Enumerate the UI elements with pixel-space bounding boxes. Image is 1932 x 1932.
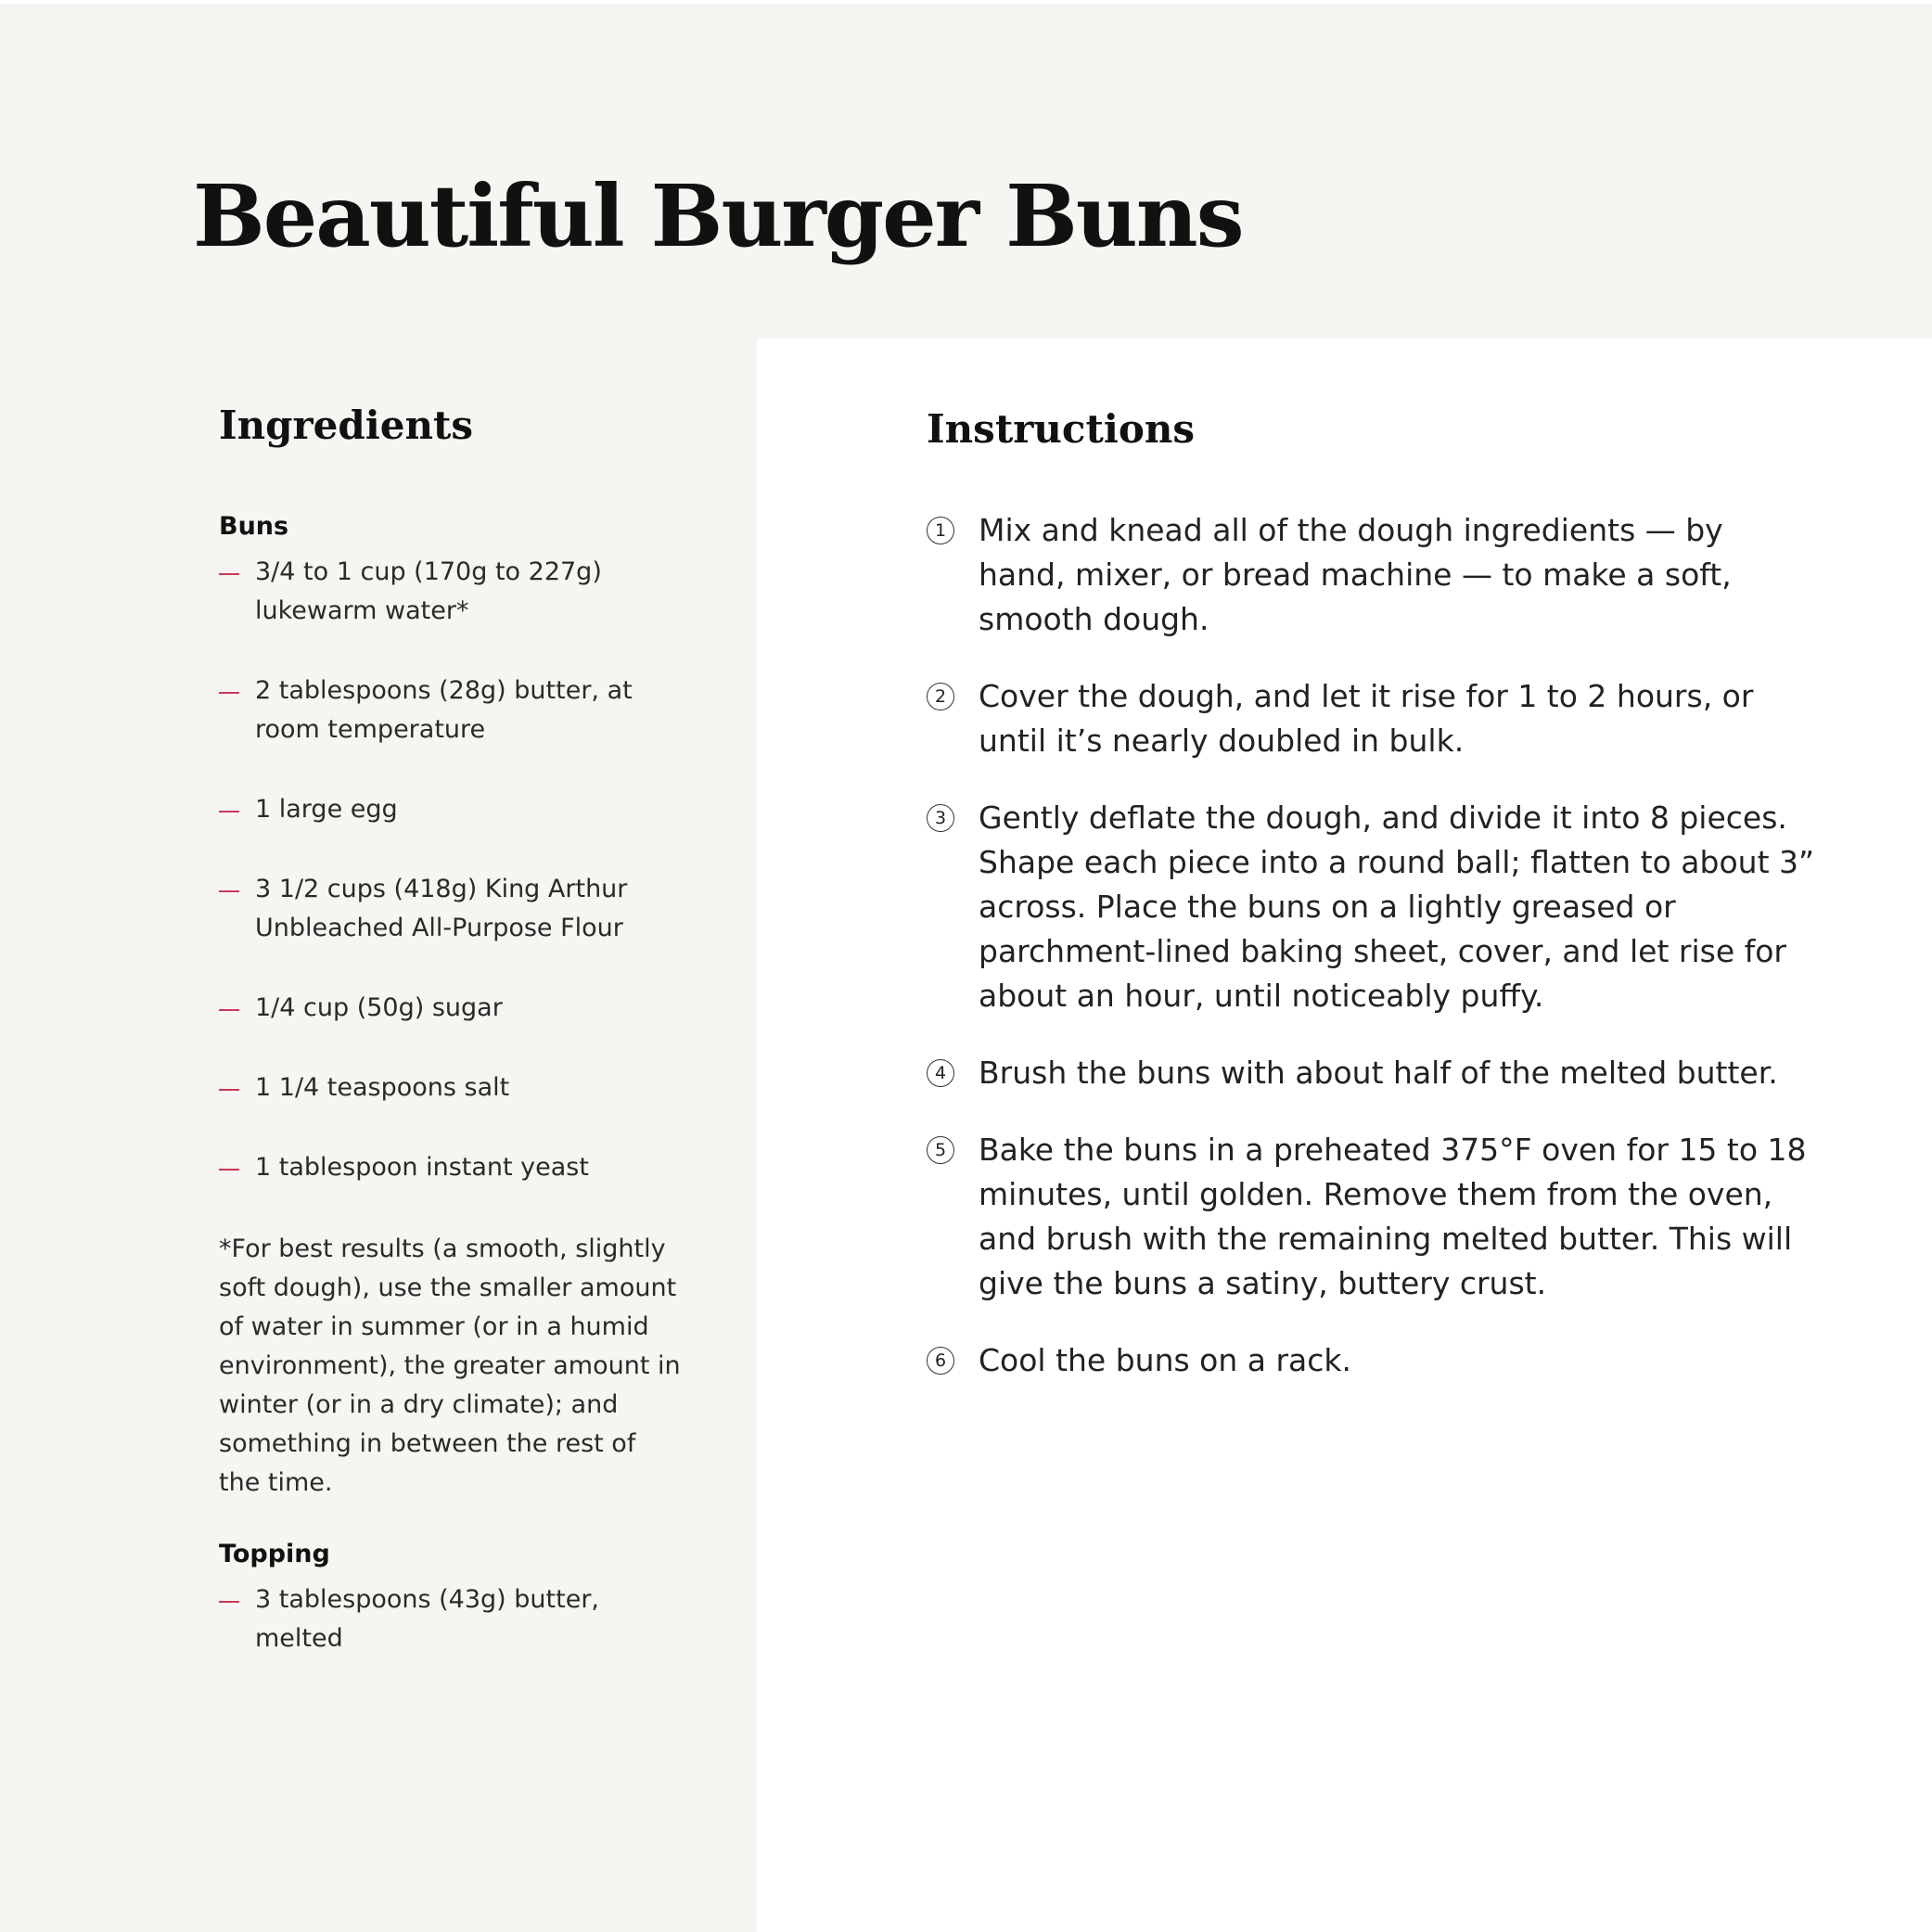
instruction-step (927, 508, 1817, 642)
ingredient-text: 3 1/2 cups (418g) King Arthur Unbleached All-Purpose Flour (255, 875, 628, 942)
dash-icon (219, 1089, 239, 1091)
ingredient-text: 3/4 to 1 cup (170g to 227g) lukewarm water* (255, 557, 602, 625)
instruction-step (927, 1051, 1817, 1095)
ingredients-heading: Ingredients (219, 403, 474, 448)
ingredient-item (219, 1148, 683, 1187)
instruction-steps (927, 508, 1817, 1415)
ingredient-list-topping (219, 1580, 683, 1658)
instruction-step (927, 1128, 1817, 1306)
step-text: Gently deflate the dough, and divide it into 8 pieces. Shape each piece into a round ball; flatten to about 3” across. Place the buns on a lightly greased or parchment-lined baking sheet, cover, and let rise for about an hour, until noticeably puffy. (979, 800, 1815, 1014)
step-number-circle-icon: 4 (927, 1059, 954, 1087)
ingredient-item (219, 989, 683, 1028)
step-text: Mix and knead all of the dough ingredients — by hand, mixer, or bread machine — to make a soft, smooth dough. (979, 512, 1732, 637)
ingredient-text: 1 tablespoon instant yeast (255, 1153, 589, 1182)
ingredient-item (219, 553, 683, 631)
dash-icon (219, 890, 239, 892)
step-text: Bake the buns in a preheated 375°F oven for 15 to 18 minutes, until golden. Remove them from the oven, and brush with the remaining melted butter. This will give the buns a satiny, buttery crust. (979, 1132, 1807, 1301)
ingredient-item (219, 790, 683, 829)
instruction-step (927, 796, 1817, 1018)
dash-icon (219, 811, 239, 812)
instructions-heading: Instructions (927, 406, 1196, 452)
ingredient-note: *For best results (a smooth, slightly soft dough), use the smaller amount of water in summer (or in a humid environment), the greater amount in winter (or in a dry climate); and something in between the rest of the time. (219, 1235, 681, 1497)
ingredient-item (219, 870, 683, 948)
page-title: Beautiful Burger Buns (193, 166, 1243, 266)
dash-icon (219, 1601, 239, 1603)
ingredient-list-buns (219, 553, 683, 1187)
ingredient-text: 2 tablespoons (28g) butter, at room temperature (255, 676, 633, 744)
ingredient-text: 1 large egg (255, 795, 398, 824)
group-title-topping: Topping (219, 1540, 330, 1568)
dash-icon (219, 1169, 239, 1171)
dash-icon (219, 692, 239, 694)
ingredient-text: 1 1/4 teaspoons salt (255, 1073, 510, 1102)
ingredient-text: 1/4 cup (50g) sugar (255, 993, 503, 1022)
ingredient-item (219, 672, 683, 749)
ingredient-item (219, 1580, 683, 1658)
step-text: Cool the buns on a rack. (979, 1342, 1352, 1378)
dash-icon (219, 573, 239, 575)
step-number-circle-icon: 1 (927, 517, 954, 544)
ingredient-item (219, 1068, 683, 1107)
ingredient-text: 3 tablespoons (43g) butter, melted (255, 1585, 600, 1653)
step-number-circle-icon: 2 (927, 683, 954, 710)
step-text: Brush the buns with about half of the melted butter. (979, 1055, 1778, 1091)
step-number-circle-icon: 3 (927, 804, 954, 832)
group-title-buns: Buns (219, 512, 289, 541)
dash-icon (219, 1009, 239, 1011)
instruction-step (927, 1338, 1817, 1383)
step-text: Cover the dough, and let it rise for 1 to 2 hours, or until it’s nearly doubled in bulk. (979, 678, 1754, 759)
step-number-circle-icon: 5 (927, 1136, 954, 1164)
step-number-circle-icon: 6 (927, 1347, 954, 1375)
ingredients-section (219, 510, 683, 1658)
instruction-step (927, 674, 1817, 763)
top-strip (0, 0, 1932, 4)
